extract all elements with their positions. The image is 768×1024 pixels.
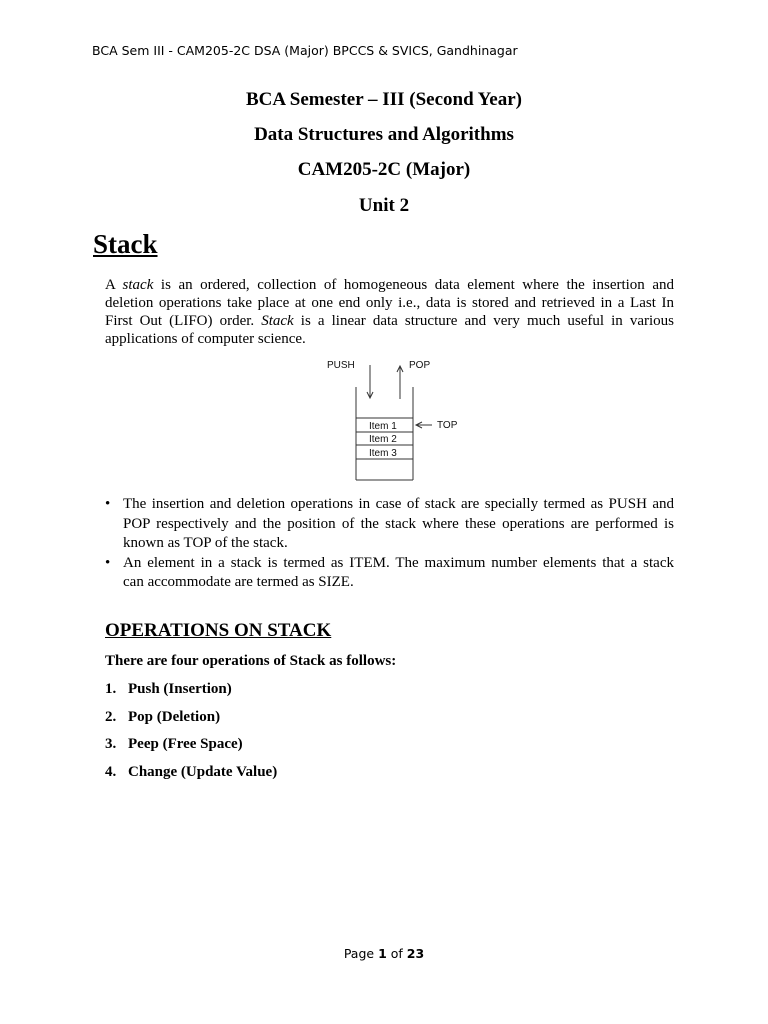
operation-item: 2. Pop (Deletion) (105, 709, 221, 725)
stack-term: stack (122, 277, 154, 293)
pop-arrow-icon (397, 366, 403, 399)
unit-title: Unit 2 (358, 195, 410, 216)
list-item: • An element in a stack is termed as ITEM. The maximum number elements that a stack can accommodate are termed as SIZE. (105, 554, 674, 590)
bullet-icon: • (105, 554, 111, 571)
operations-heading: OPERATIONS ON STACK (105, 620, 332, 641)
push-arrow-icon (367, 365, 373, 398)
course-code: CAM205-2C (Major) (297, 159, 471, 180)
operation-item: 4. Change (Update Value) (105, 764, 278, 780)
operations-intro: There are four operations of Stack as follows: (105, 653, 397, 669)
page-number: Page 1 of 23 (343, 946, 425, 961)
list-item: • The insertion and deletion operations in case of stack are specially termed as PUSH and POP respectively and the position of the stack where these operations are performed is known as TOP of the stack. (105, 496, 674, 551)
subject-title: Data Structures and Algorithms (254, 124, 514, 145)
bullet-list (105, 495, 674, 593)
stack-item-1: Item 1 (369, 421, 397, 432)
page-header: BCA Sem III - CAM205-2C DSA (Major) BPCCS & SVICS, Gandhinagar (92, 43, 518, 58)
operation-item: 1. Push (Insertion) (105, 681, 232, 697)
top-label: TOP (437, 420, 458, 431)
stack-diagram (320, 355, 470, 485)
intro-paragraph: A stack is an ordered, collection of homogeneous data element where the insertion and deletion operations take place at one end only i.e., data is stored and retrieved in a Last In First Out (LIFO) order. Stack is a linear data structure and very much useful in various applications of computer science. (105, 277, 675, 347)
push-label: PUSH (327, 360, 355, 371)
bullet-icon: • (105, 496, 111, 512)
top-arrow-icon (416, 422, 432, 428)
course-title: BCA Semester – III (Second Year) (245, 89, 522, 110)
stack-term: Stack (261, 313, 294, 329)
pop-label: POP (409, 360, 431, 371)
section-heading: Stack (93, 229, 158, 259)
stack-item-3: Item 3 (369, 448, 397, 459)
operation-item: 3. Peep (Free Space) (105, 736, 243, 752)
stack-item-2: Item 2 (369, 434, 397, 445)
